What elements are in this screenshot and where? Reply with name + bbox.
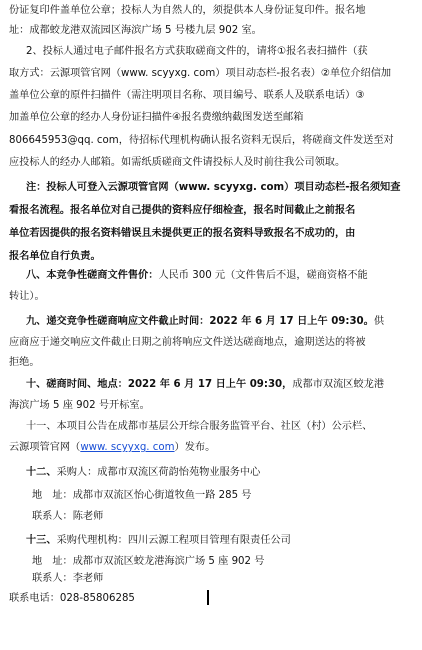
paragraph-line: 拒绝。 xyxy=(9,357,40,368)
paragraph-line: 转让）。 xyxy=(9,291,45,302)
contact-line: 联系人：李老师 xyxy=(32,573,104,584)
section-12-line: 十二、采购人：成都市双流区荷韵怡苑物业服务中心 xyxy=(26,467,261,478)
paragraph-line: 加盖单位公章的经办人身份证扫描件④报名费缴纳截图发送至邮箱 xyxy=(9,112,304,123)
paragraph-line: 海滨广场 5 座 902 号开标室。 xyxy=(9,400,150,411)
note-line: 单位若因提供的报名资料错误且未提供更正的报名资料导致报名不成功的，由 xyxy=(9,228,356,239)
paragraph-line: 应商应于递交响应文件截止日期之前将响应文件送达磋商地点，逾期送达的将被 xyxy=(9,337,366,348)
contact-line: 联系人：陈老师 xyxy=(32,511,104,522)
section-10-line: 十、磋商时间、地点：2022 年 6 月 17 日上午 09:30，成都市双流区蛟龙港 xyxy=(26,379,385,390)
paragraph-line: 盖单位公章的原件扫描件（需注明项目名称、项目编号、联系人及联系电话）③ xyxy=(9,90,365,101)
section-13-line: 十三、采购代理机构：四川云源工程项目管理有限责任公司 xyxy=(26,535,291,546)
paragraph-line: 取方式：云源项管官网（www. scyyxg. com）项目动态栏-报名表）②单位介绍信加 xyxy=(9,68,392,79)
paragraph-line: 应投标人的经办人邮箱。如需纸质磋商文件请投标人及时前往我公司领取。 xyxy=(9,157,346,168)
paragraph-line: 806645953@qq. com，待招标代理机构确认报名资料无误后，将磋商文件发送至对 xyxy=(9,135,394,146)
section-heading: 十、磋商时间、地点：2022 年 6 月 17 日上午 09:30， xyxy=(26,379,293,390)
section-heading: 九、递交竞争性磋商响应文件截止时间：2022 年 6 月 17 日上午 09:30。 xyxy=(26,316,374,327)
address-line: 地 址：成都市双流区怡心街道牧鱼一路 285 号 xyxy=(32,490,252,501)
website-link[interactable]: www. scyyxg. com xyxy=(80,442,175,453)
paragraph-line: 份证复印件盖单位公章；投标人为自然人的，须提供本人身份证复印件。报名地 xyxy=(9,5,366,16)
section-11-line: 云源项管官网（www. scyyxg. com）发布。 xyxy=(9,442,216,453)
section-heading: 十二、 xyxy=(26,467,57,478)
section-8-line: 八、本竞争性磋商文件售价：人民币 300 元（文件售后不退，磋商资格不能 xyxy=(26,270,368,281)
note-line: 注：投标人可登入云源项管官网（www. scyyxg. com）项目动态栏-报名须知查 xyxy=(26,182,401,193)
section-heading: 十三、 xyxy=(26,535,57,546)
address-line: 地 址：成都市双流区蛟龙港海滨广场 5 座 902 号 xyxy=(32,556,265,567)
text-cursor xyxy=(207,590,209,605)
paragraph-line: 址：成都蛟龙港双流园区海滨广场 5 号楼九层 902 室。 xyxy=(9,25,262,36)
paragraph-line: 十一、本项目公告在成都市基层公开综合服务监管平台、社区（村）公示栏、 xyxy=(26,421,373,432)
section-9-line: 九、递交竞争性磋商响应文件截止时间：2022 年 6 月 17 日上午 09:30。供 xyxy=(26,316,385,327)
note-line: 看报名流程。报名单位对自己提供的资料应仔细检查，报名时间截止之前报名 xyxy=(9,205,356,216)
section-heading: 八、本竞争性磋商文件售价： xyxy=(26,270,159,281)
paragraph-line: 2、投标人通过电子邮件报名方式获取磋商文件的，请将①报名表扫描件（获 xyxy=(26,46,368,57)
note-line: 报名单位自行负责。 xyxy=(9,251,101,262)
phone-line: 联系电话：028-85806285 xyxy=(9,593,135,604)
